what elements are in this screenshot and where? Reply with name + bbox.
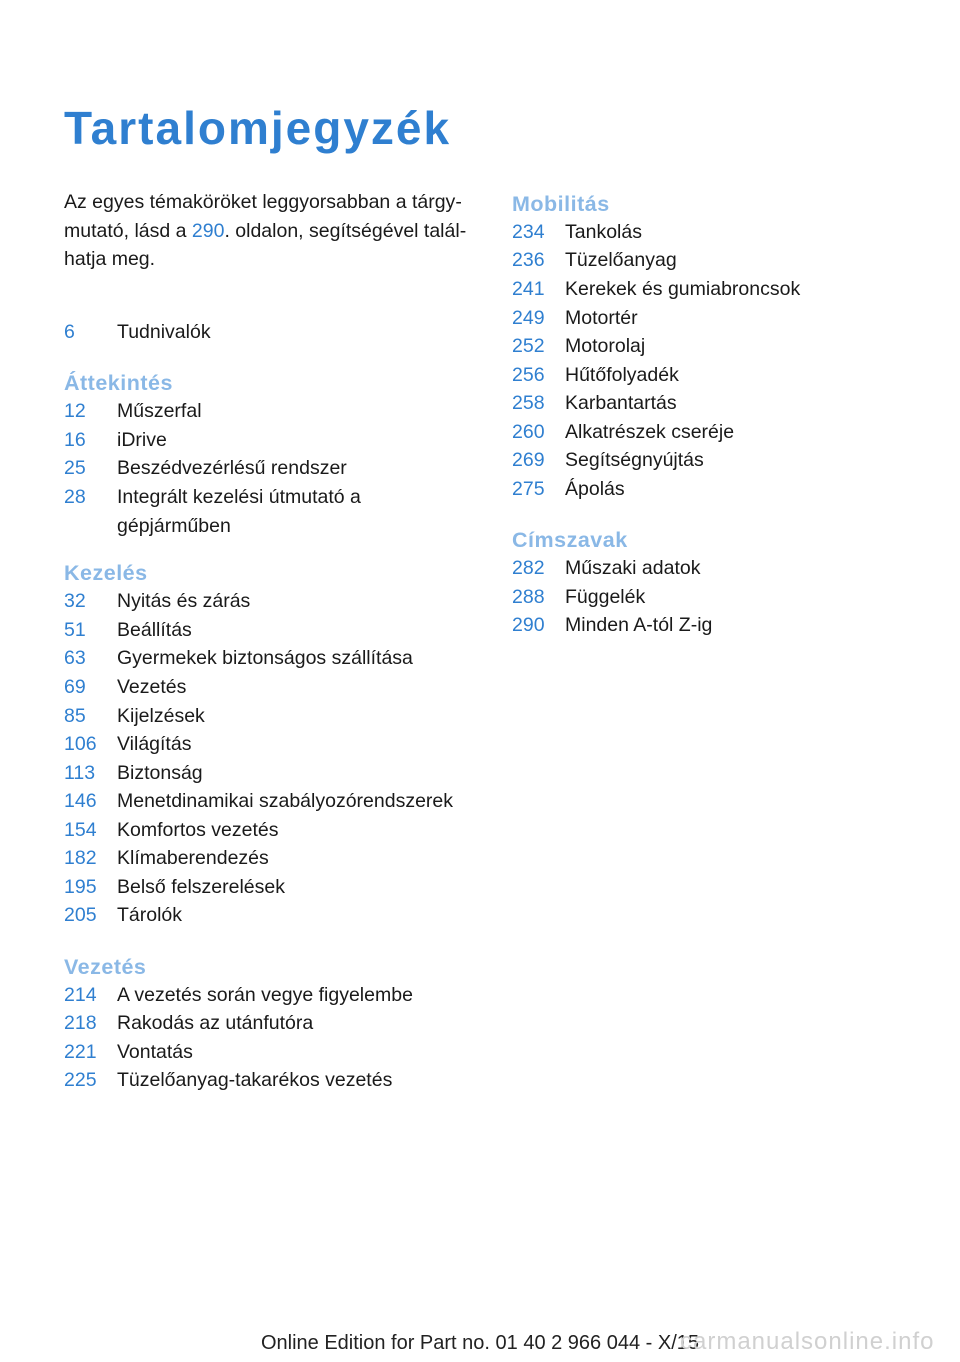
- toc-page-number[interactable]: 249: [512, 307, 545, 329]
- toc-page-number[interactable]: 221: [64, 1041, 97, 1063]
- toc-entry-label[interactable]: Biztonság: [117, 762, 203, 784]
- toc-page-number[interactable]: 28: [64, 486, 86, 508]
- toc-entry-label[interactable]: Rakodás az utánfutóra: [117, 1012, 314, 1034]
- toc-entry-label[interactable]: Minden A-tól Z-ig: [565, 614, 713, 636]
- toc-entry-label[interactable]: Tüzelőanyag: [565, 249, 677, 271]
- toc-page-number[interactable]: 6: [64, 321, 75, 343]
- toc-entry-label[interactable]: Nyitás és zárás: [117, 590, 251, 612]
- toc-page-number[interactable]: 106: [64, 733, 97, 755]
- toc-page-number[interactable]: 182: [64, 847, 97, 869]
- toc-page-number[interactable]: 16: [64, 429, 86, 451]
- section-heading-attekintes: Áttekintés: [64, 371, 173, 395]
- toc-page-number[interactable]: 85: [64, 705, 86, 727]
- toc-entry-label[interactable]: Vontatás: [117, 1041, 193, 1063]
- toc-page-number[interactable]: 236: [512, 249, 545, 271]
- toc-entry-label[interactable]: Karbantartás: [565, 392, 677, 414]
- toc-page-number[interactable]: 205: [64, 904, 97, 926]
- toc-page-number[interactable]: 225: [64, 1069, 97, 1091]
- toc-entry-label[interactable]: Klímaberendezés: [117, 847, 269, 869]
- page-footer: Online Edition for Part no. 01 40 2 966 044 - X/15: [260, 1332, 700, 1354]
- intro-text-before: Az egyes témaköröket leggyorsabban a tárgymutató, lásd a: [64, 191, 462, 242]
- toc-page-number[interactable]: 32: [64, 590, 86, 612]
- toc-entry-label[interactable]: Vezetés: [117, 676, 187, 698]
- toc-page-number[interactable]: 69: [64, 676, 86, 698]
- toc-page-number[interactable]: 146: [64, 790, 97, 812]
- toc-page-number[interactable]: 63: [64, 647, 86, 669]
- toc-entry-label[interactable]: Beszédvezérlésű rendszer: [117, 457, 347, 479]
- toc-page-number[interactable]: 12: [64, 400, 86, 422]
- toc-entry-label[interactable]: Tüzelőanyag-takarékos vezetés: [117, 1069, 393, 1091]
- toc-entry-label[interactable]: Műszerfal: [117, 400, 202, 422]
- toc-page-number[interactable]: 282: [512, 557, 545, 579]
- toc-entry-label[interactable]: Kerekek és gumiabroncsok: [565, 278, 801, 300]
- toc-page-number[interactable]: 218: [64, 1012, 97, 1034]
- intro-page-link[interactable]: 290: [191, 219, 225, 242]
- section-heading-kezeles: Kezelés: [64, 561, 148, 585]
- toc-entry-label[interactable]: Alkatrészek cseréje: [565, 421, 735, 443]
- toc-entry-label[interactable]: Motortér: [565, 307, 638, 329]
- toc-page-number[interactable]: 195: [64, 876, 97, 898]
- section-heading-vezetes: Vezetés: [64, 955, 147, 979]
- toc-page-number[interactable]: 214: [64, 984, 97, 1006]
- toc-entry-label[interactable]: Komfortos vezetés: [117, 819, 279, 841]
- toc-entry-label[interactable]: Menetdinamikai szabályozórendszerek: [117, 790, 454, 812]
- toc-entry-label[interactable]: Motorolaj: [565, 335, 646, 357]
- page-title: Tartalomjegyzék: [64, 102, 452, 154]
- toc-page-number[interactable]: 288: [512, 586, 545, 608]
- toc-entry-label[interactable]: Tárolók: [117, 904, 183, 926]
- toc-entry-label[interactable]: Hűtőfolyadék: [565, 364, 679, 386]
- toc-page-number[interactable]: 275: [512, 478, 545, 500]
- toc-entry-label[interactable]: Segítségnyújtás: [565, 449, 704, 471]
- toc-entry-label[interactable]: Beállítás: [117, 619, 192, 641]
- intro-paragraph: [64, 188, 476, 274]
- toc-entry-label[interactable]: Integrált kezelési útmutató a gépjárműben: [117, 486, 361, 537]
- toc-page-number[interactable]: 260: [512, 421, 545, 443]
- toc-entry-label[interactable]: A vezetés során vegye figyelembe: [117, 984, 413, 1006]
- toc-page-number[interactable]: 25: [64, 457, 86, 479]
- toc-page-number[interactable]: 113: [64, 762, 96, 784]
- toc-page-number[interactable]: 241: [512, 278, 545, 300]
- toc-entry-label[interactable]: Világítás: [117, 733, 192, 755]
- toc-entry-label[interactable]: Tudnivalók: [117, 321, 211, 343]
- watermark: carmanualsonline.info: [680, 1328, 935, 1355]
- toc-entry-label[interactable]: Függelék: [565, 586, 646, 608]
- toc-entry-label[interactable]: Gyermekek biztonságos szállítása: [117, 647, 413, 669]
- intro-text-after: . oldalon, segítségével találhatja meg.: [64, 219, 467, 270]
- toc-page-number[interactable]: 154: [64, 819, 97, 841]
- toc-page-number[interactable]: 269: [512, 449, 545, 471]
- toc-entry-label[interactable]: Ápolás: [565, 478, 625, 500]
- toc-page-number[interactable]: 256: [512, 364, 545, 386]
- toc-page-number[interactable]: 51: [64, 619, 86, 641]
- toc-entry-label[interactable]: Műszaki adatok: [565, 557, 701, 579]
- toc-page-number[interactable]: 290: [512, 614, 545, 636]
- toc-entry-label[interactable]: Kijelzések: [117, 705, 205, 727]
- toc-entry-label[interactable]: iDrive: [117, 429, 167, 451]
- toc-entry-label[interactable]: Belső felszerelések: [117, 876, 285, 898]
- toc-entry-label[interactable]: Tankolás: [565, 221, 642, 243]
- toc-page-number[interactable]: 252: [512, 335, 545, 357]
- section-heading-mobilitas: Mobilitás: [512, 192, 610, 216]
- toc-page-number[interactable]: 234: [512, 221, 545, 243]
- section-heading-cimszavak: Címszavak: [512, 528, 628, 552]
- toc-page-number[interactable]: 258: [512, 392, 545, 414]
